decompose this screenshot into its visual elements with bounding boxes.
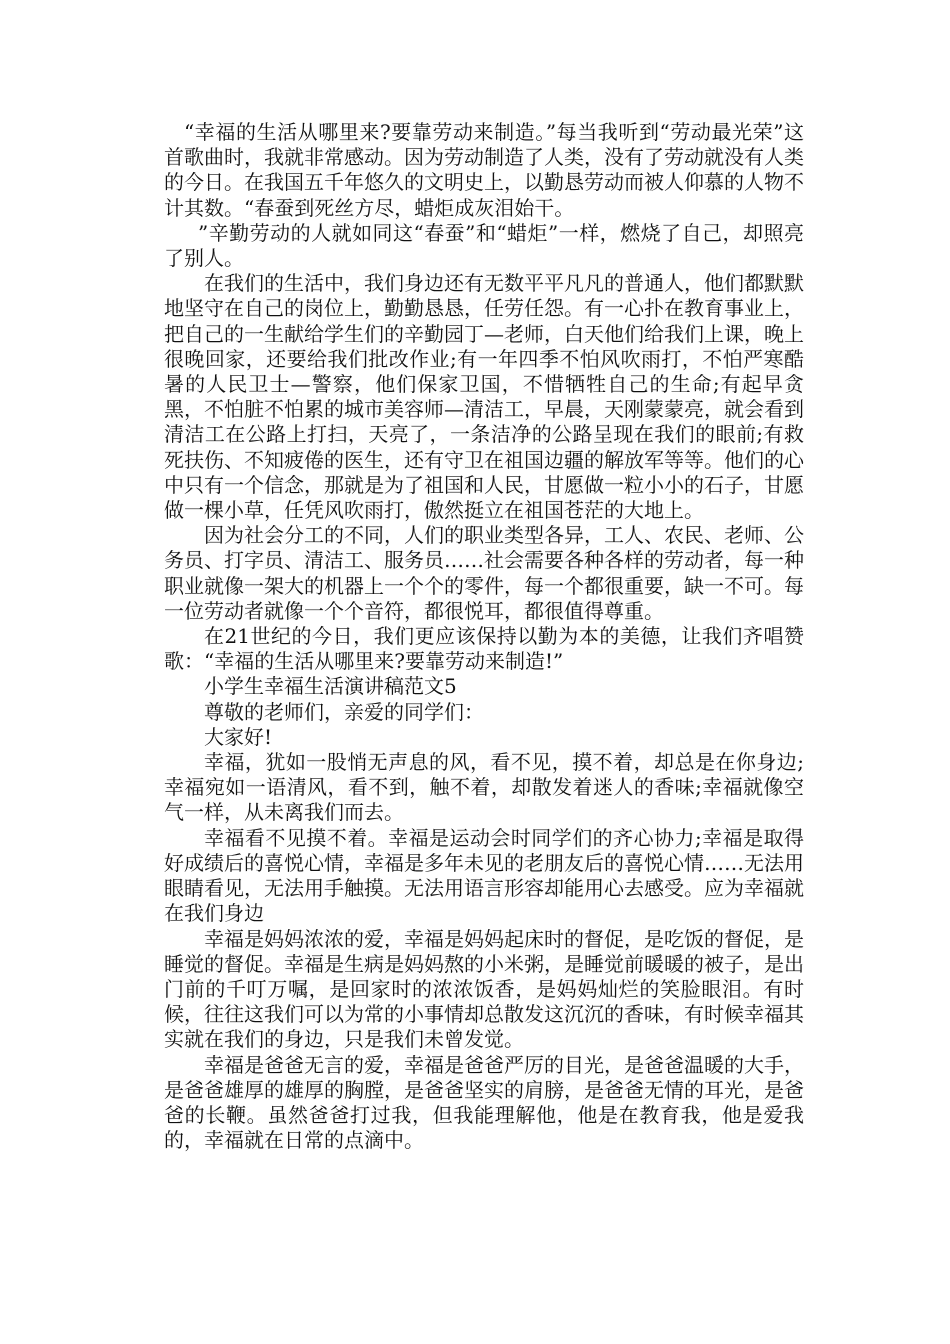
greeting: 大家好! bbox=[204, 724, 273, 749]
paragraph: “幸福的生活从哪里来?要靠劳动来制造。”每当我听到“劳动最光荣”这首歌曲时，我就非常感动。因为劳动制造了人类，没有了劳动就没有人类的今日。在我国五千年悠久的文明史上，以勤恳劳动而被人仰慕的人物不计其数。“春蚕到死丝方尽，蜡炬成灰泪始干。 bbox=[164, 120, 804, 220]
document-body bbox=[164, 120, 804, 1153]
paragraph: 幸福，犹如一股悄无声息的风，看不见，摸不着，却总是在你身边;幸福宛如一语清风，看不到，触不着，却散发着迷人的香味;幸福就像空气一样，从未离我们而去。 bbox=[164, 750, 804, 825]
paragraph: 幸福是妈妈浓浓的爱，幸福是妈妈起床时的督促，是吃饭的督促，是睡觉的督促。幸福是生病是妈妈熬的小米粥，是睡觉前暖暖的被子，是出门前的千叮万嘱，是回家时的浓浓饭香，是妈妈灿烂的笑脸眼泪。有时候，往往这我们可以为常的小事情却总散发这沉沉的香味，有时候幸福其实就在我们的身边，只是我们未曾发觉。 bbox=[164, 926, 804, 1052]
paragraph: 在我们的生活中，我们身边还有无数平平凡凡的普通人，他们都默默地坚守在自己的岗位上，勤勤恳恳，任劳任怨。有一心扑在教育事业上，把自己的一生献给学生们的辛勤园丁—老师，白天他们给我们上课，晚上很晚回家，还要给我们批改作业;有一年四季不怕风吹雨打，不怕严寒酷暑的人民卫士—警察，他们保家卫国，不惜牺牲自己的生命;有起早贪黑，不怕脏不怕累的城市美容师—清洁工，早晨，天刚蒙蒙亮，就会看到清洁工在公路上打扫，天亮了，一条洁净的公路呈现在我们的眼前;有救死扶伤、不知疲倦的医生，还有守卫在祖国边疆的解放军等等。他们的心中只有一个信念，那就是为了祖国和人民，甘愿做一粒小小的石子，甘愿做一棵小草，任凭风吹雨打，傲然挺立在祖国苍茫的大地上。 bbox=[164, 271, 804, 523]
paragraph: 幸福是爸爸无言的爱，幸福是爸爸严厉的目光，是爸爸温暖的大手，是爸爸雄厚的雄厚的胸膛，是爸爸坚实的肩膀，是爸爸无情的耳光，是爸爸的长鞭。虽然爸爸打过我，但我能理解他，他是在教育我，他是爱我的，幸福就在日常的点滴中。 bbox=[164, 1052, 804, 1153]
paragraph: 幸福看不见摸不着。幸福是运动会时同学们的齐心协力;幸福是取得好成绩后的喜悦心情，幸福是多年未见的老朋友后的喜悦心情……无法用眼睛看见，无法用手触摸。无法用语言形容却能用心去感受。应为幸福就在我们身边 bbox=[164, 825, 804, 926]
paragraph: ”辛勤劳动的人就如同这“春蚕”和“蜡炬”一样，燃烧了自己，却照亮了别人。 bbox=[164, 220, 804, 271]
paragraph: 因为社会分工的不同，人们的职业类型各异，工人、农民、老师、公务员、打字员、清洁工、服务员……社会需要各种各样的劳动者，每一种职业就像一架大的机器上一个个的零件，每一个都很重要，缺一不可。每一位劳动者就像一个个音符，都很悦耳，都很值得尊重。 bbox=[164, 523, 804, 623]
salutation: 尊敬的老师们，亲爱的同学们： bbox=[204, 699, 484, 724]
paragraph: 在21世纪的今日，我们更应该保持以勤为本的美德，让我们齐唱赞歌：“幸福的生活从哪里来?要靠劳动来制造!” bbox=[164, 624, 804, 674]
section-heading: 小学生幸福生活演讲稿范文5 bbox=[204, 674, 457, 699]
